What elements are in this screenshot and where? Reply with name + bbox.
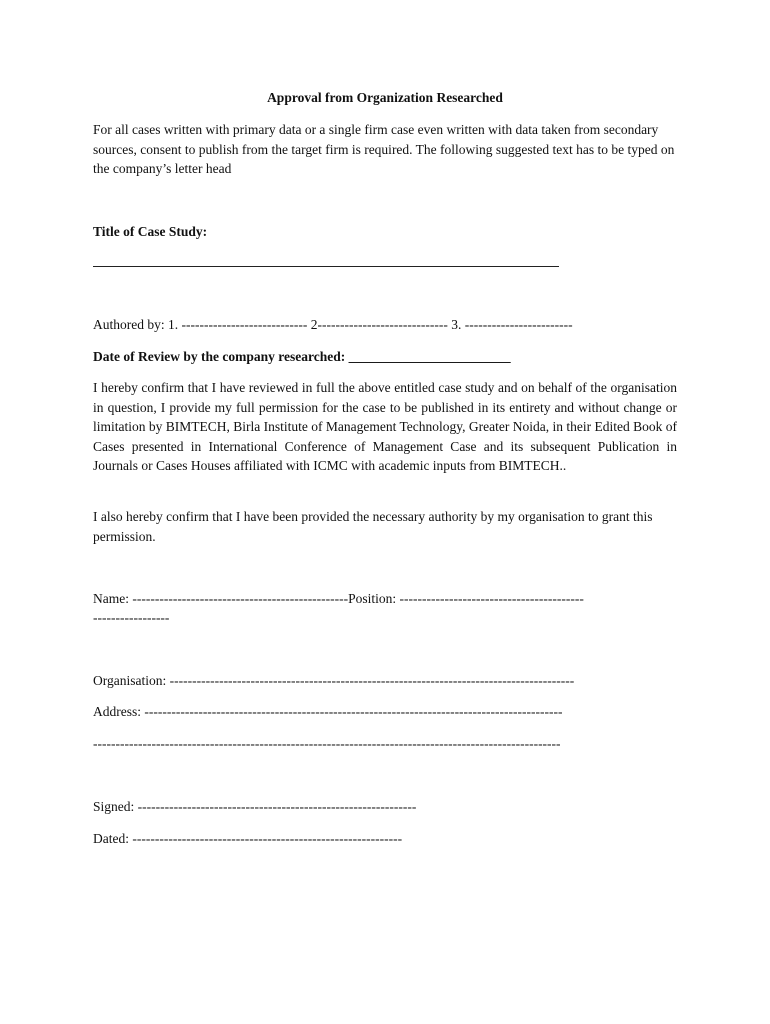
address-line: Address: --------------------------------------------------------------------------------------------- [93,704,563,719]
dated-line: Dated: ------------------------------------------------------------ [93,831,403,846]
confirmation-paragraph: I hereby confirm that I have reviewed in full the above entitled case study and on behalf of the organisation in question, I provide my full permission for the case to be published in its entirety and without change or limitation by BIMTECH, Birla Institute of Management Technology, Greater Noida, in their Edited Book of Cases presented in International Conference of Management Case and its subsequent Publication in Journals or Cases Houses affiliated with ICMC with academic inputs from BIMTECH.. [93,380,677,473]
authority-paragraph: I also hereby confirm that I have been provided the necessary authority by my organisation to grant this permission. [93,509,653,544]
signed-line: Signed: -------------------------------------------------------------- [93,799,417,814]
case-title-label: Title of Case Study: [93,224,208,239]
address-line-continued: -------------------------------------------------------------------------------------------------------- [93,736,561,751]
name-position-line: Name: ------------------------------------------------Position: ----------------------------------------- [93,591,584,606]
authored-by-line: Authored by: 1. ---------------------------- 2----------------------------- 3. ------------------------ [93,317,573,332]
organisation-line: Organisation: ------------------------------------------------------------------------------------------ [93,673,575,688]
page-title: Approval from Organization Researched [267,90,503,105]
name-position-line-continued: ----------------- [93,610,170,625]
review-date-line: Date of Review by the company researched: ________________________ [93,349,511,364]
case-title-underline [93,266,559,267]
intro-paragraph: For all cases written with primary data or a single firm case even written with data taken from secondary sources, consent to publish from the target firm is required. The following suggested text has to be typed on the company’s letter head [93,122,675,176]
